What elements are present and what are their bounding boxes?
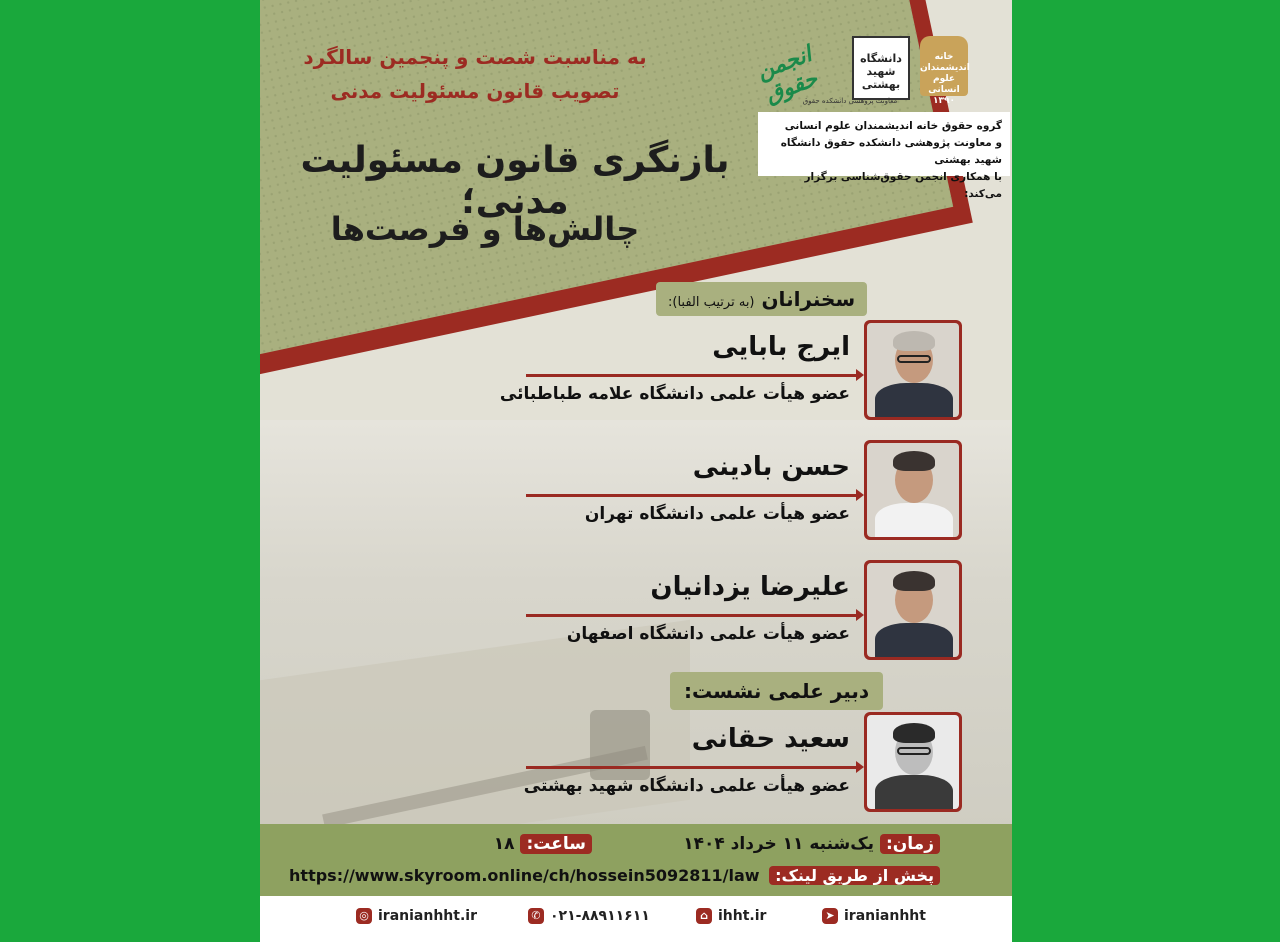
subtitle-line2: تصویب قانون مسئولیت مدنی [330,79,620,103]
secretary-label: دبیر علمی نشست: [670,672,883,710]
event-hour: ۱۸ [493,834,515,854]
link-label: پخش از طریق لینک: [769,866,940,885]
telegram-handle: iranianhht [844,908,926,924]
phone-icon: ✆ [528,908,544,924]
hour-row [494,834,592,854]
speaker-photo [864,440,962,540]
website-address: ihht.ir [718,908,767,924]
speaker-photo [864,560,962,660]
stream-link[interactable]: https://www.skyroom.online/ch/hossein5092811/law [289,866,760,885]
time-label: زمان: [880,834,940,854]
contact-website[interactable] [696,908,766,924]
organizers-line2: و معاونت پژوهشی دانشکده حقوق دانشگاه شهید بهشتی [780,137,1002,166]
speakers-label [656,282,867,316]
date-row [683,834,940,854]
contact-instagram[interactable] [356,908,477,924]
poster [260,0,1012,942]
main-title: بازنگری قانون مسئولیت مدنی؛ [300,140,730,222]
hour-label: ساعت: [520,834,592,854]
subtitle [300,40,650,108]
speaker-name: ایرج بابایی [712,332,850,362]
event-date: یک‌شنبه ۱۱ خرداد ۱۴۰۴ [683,834,875,854]
speaker-photo [864,320,962,420]
subtitle-line1: به مناسبت شصت و پنجمین سالگرد [303,45,647,69]
university-logo-text: دانشگاه شهید بهشتی [860,52,902,91]
main-title-line2: چالش‌ها و فرصت‌ها [330,210,640,248]
telegram-icon: ➤ [822,908,838,924]
speaker-divider [526,494,856,497]
speakers-label-note: (به ترتیب الفبا): [668,295,755,310]
organizers-box [758,112,1010,200]
association-logo-text: انجمن حقوق [753,42,821,109]
instagram-icon: ◎ [356,908,372,924]
speaker-title: عضو هیأت علمی دانشگاه تهران [584,504,850,524]
speaker-card [530,560,962,664]
university-logo [852,36,910,100]
speaker-title: عضو هیأت علمی دانشگاه علامه طباطبائی [499,384,850,404]
speaker-card [499,320,962,424]
secretary-title: عضو هیأت علمی دانشگاه شهید بهشتی [523,776,850,796]
speaker-divider [526,614,856,617]
web-icon: ⌂ [696,908,712,924]
footer [260,824,1012,942]
secretary-divider [526,766,856,769]
link-row [289,866,940,885]
logo-caption: معاونت پژوهشی دانشکده حقوق [802,97,898,105]
contact-telegram[interactable] [822,908,926,924]
speakers-label-text: سخنرانان [761,287,856,311]
secretary-name: سعید حقانی [691,724,850,754]
secretary-photo [864,712,962,812]
speaker-name: حسن بادینی [692,452,850,482]
speaker-card [530,440,962,544]
speaker-name: علیرضا یزدانیان [650,572,850,602]
organizers-line3: با همکاری انجمن حقوق‌شناسی برگزار می‌کند: [804,171,1002,200]
secretary-card [523,712,962,816]
contact-phone[interactable] [528,908,650,924]
instagram-handle: iranianhht.ir [378,908,477,924]
logos [753,36,1000,109]
speaker-divider [526,374,856,377]
speaker-title: عضو هیأت علمی دانشگاه اصفهان [566,624,850,644]
ihht-logo [920,36,970,106]
phone-number: ۰۲۱-۸۸۹۱۱۶۱۱ [550,908,650,924]
organizers-line1: گروه حقوق خانه اندیشمندان علوم انسانی [784,120,1002,132]
association-logo [753,36,840,109]
ihht-logo-text: خانه اندیشمندان علوم انسانی ۱۳۹۰ [920,52,970,106]
